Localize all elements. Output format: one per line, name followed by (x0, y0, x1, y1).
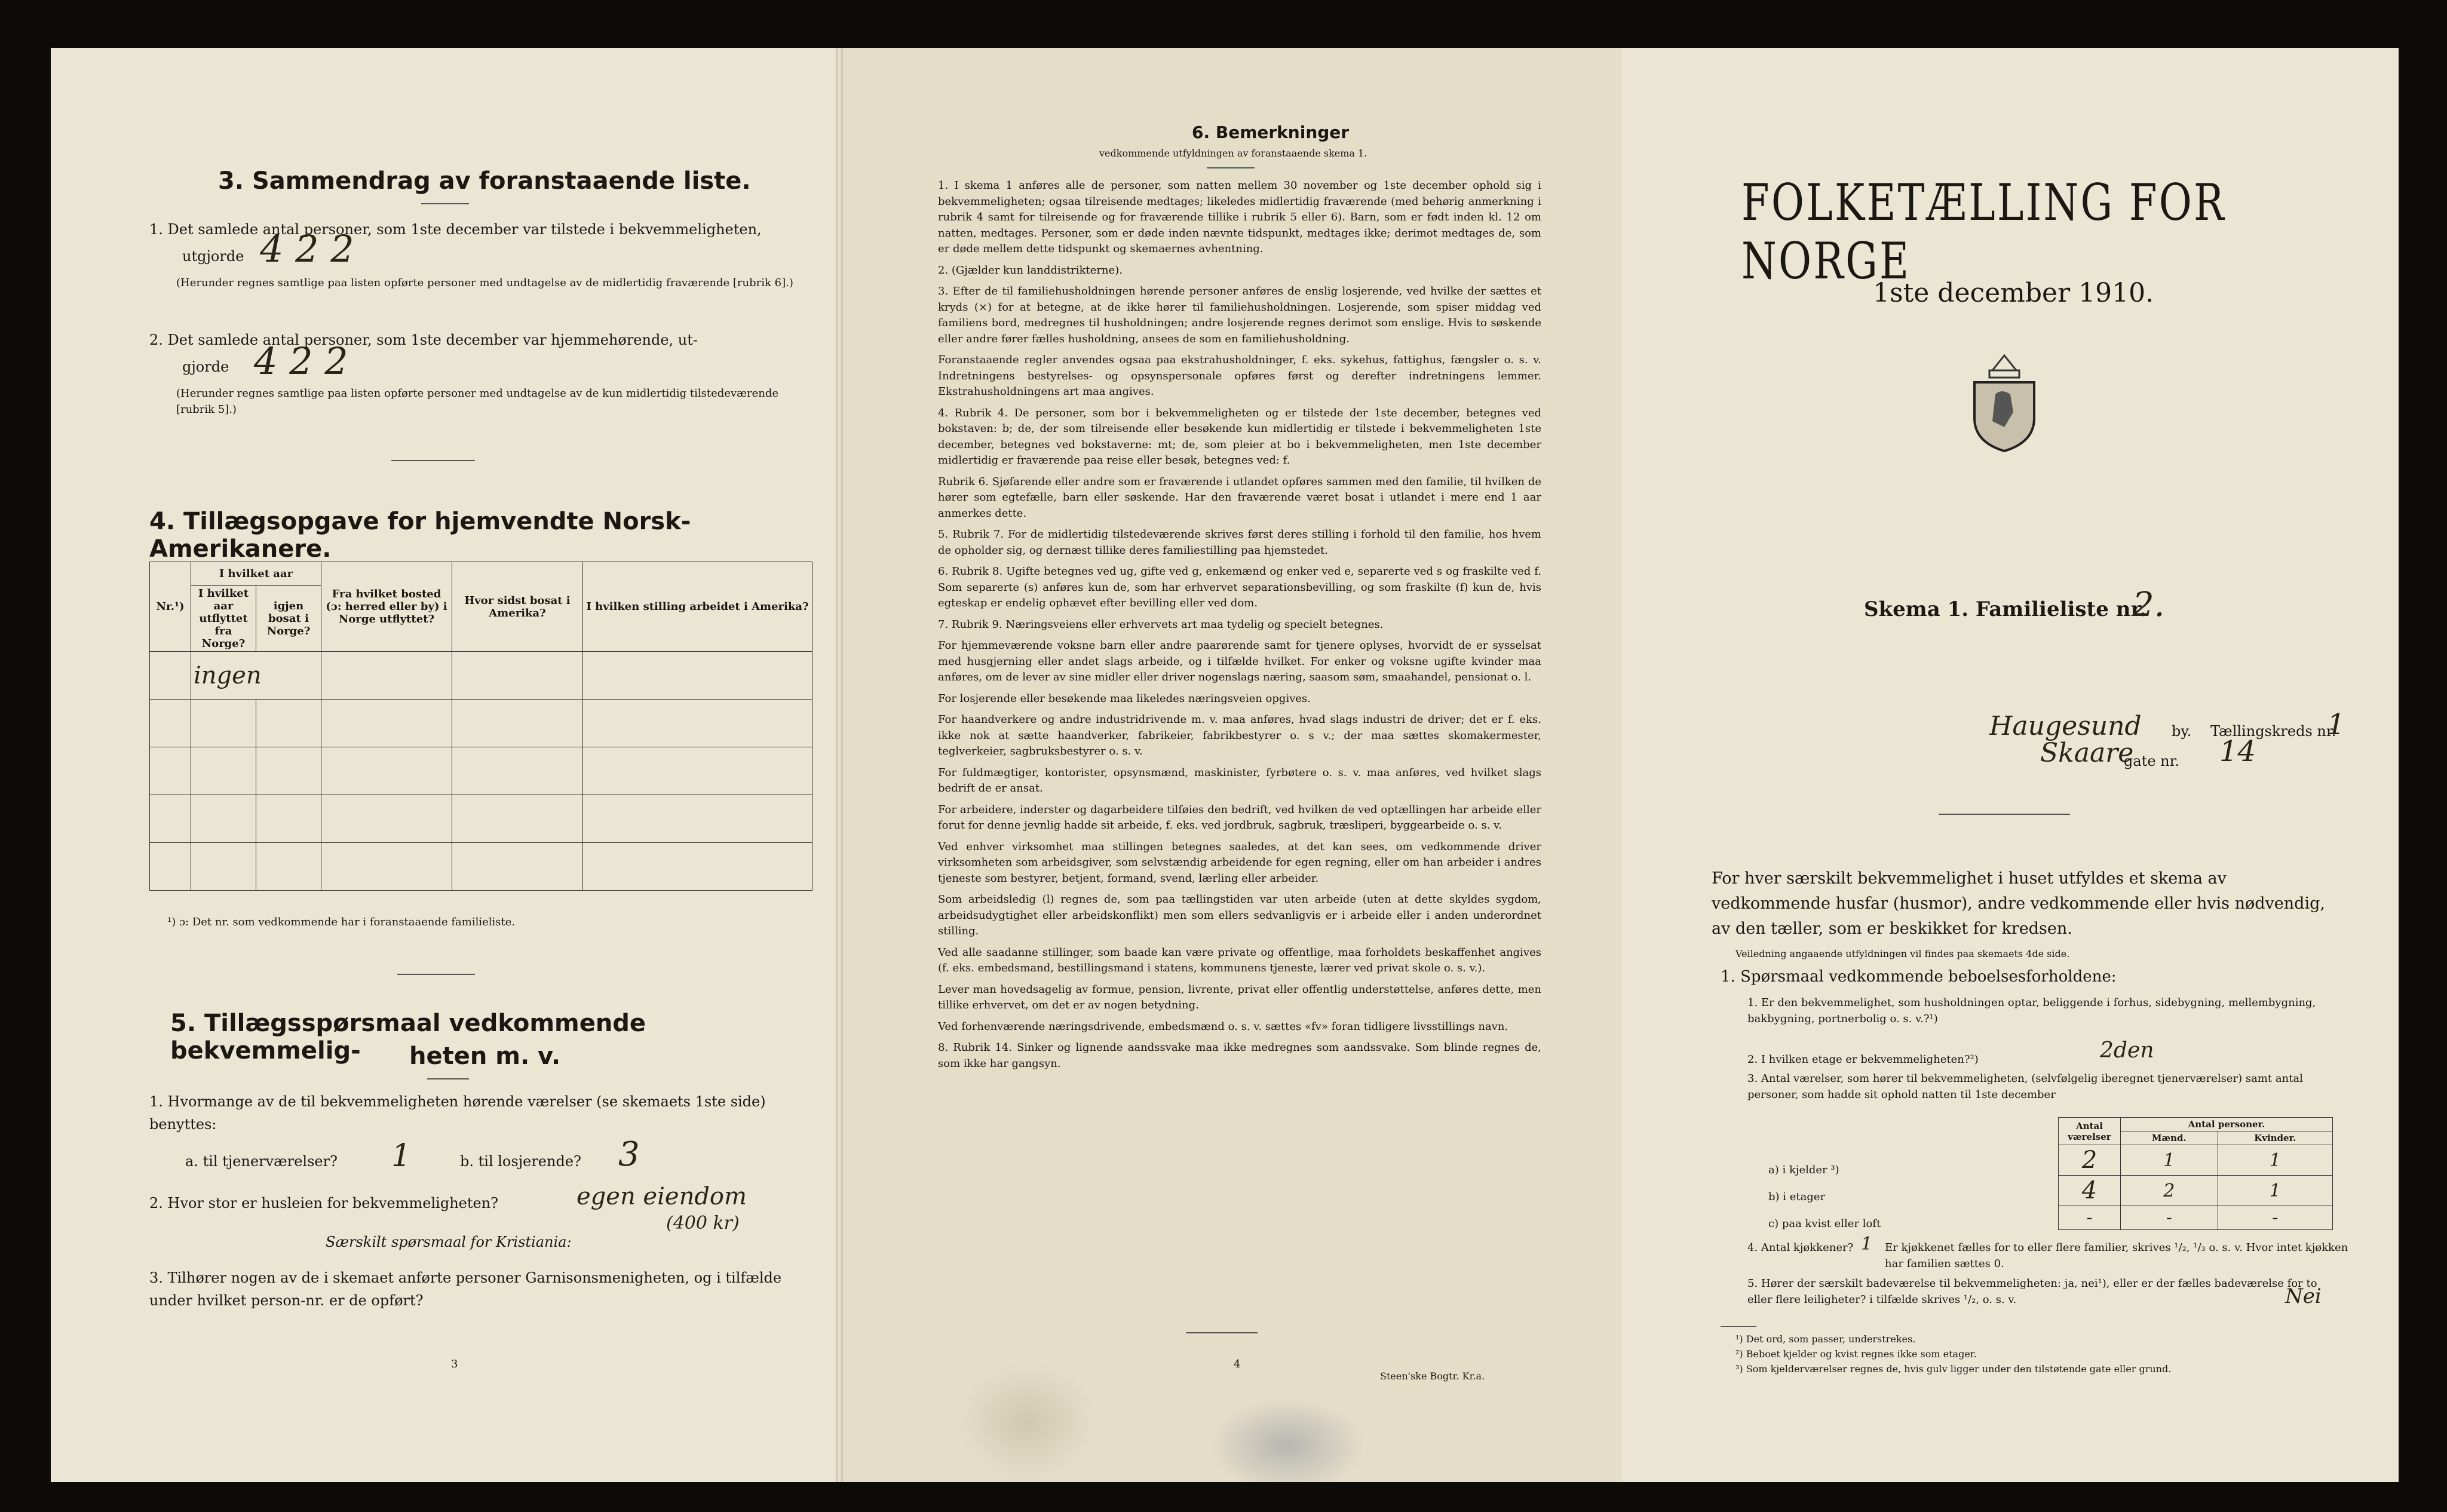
q1-2-value: 2den (2100, 1038, 2154, 1063)
section-4-title: 4. Tillægsopgave for hjemvendte Norsk-Amerikanere. (149, 508, 691, 563)
rooms-header: Antal værelser (2059, 1118, 2121, 1145)
remark-paragraph: Ved forhenværende næringsdrivende, embedsmænd o. s. v. sættes «fv» foran tidligere livsstillings navn. (938, 1020, 1508, 1033)
table-cell (150, 652, 191, 700)
remark-paragraph: 1. I skema 1 anføres alle de personer, som natten mellem 30 november og 1ste december ophold sig i bekvemmeligheten; ogsaa tilreisende medtages; likeledes midlertidig fraværende (med behørig anmerkning i rubrik 4 samt for tilreisende og for fraværende tillike i rubrik 5 eller 6). Barn, som er født inden kl. 12 om natten, medtages. Personer, som er døde inden nævnte tidspunkt, medtages ikke; derimot medtages de, som er døde mellem dette tidspunkt og skemaernes avhentning. (938, 179, 1541, 255)
remark-paragraph: Som arbeidsledig (l) regnes de, som paa tællingstiden var uten arbeide (uten at dette skyldes sygdom, arbeidsudygtighet eller arbeidskonflikt) men som ellers sedvanligvis er i arbeide eller i anden underordnet stilling. (938, 893, 1541, 937)
s5-q3: 3. Tilhører nogen av de i skemaet anførte personer Garnisonsmenigheten, og i tilfælde under hvilket person-nr. er de opført? (149, 1269, 782, 1309)
row-attic: c) paa kvist eller loft (1768, 1217, 1881, 1230)
page-left (51, 48, 839, 1482)
divider (391, 460, 475, 461)
q1-2: 2. I hvilken etage er bekvemmeligheten?²) (1747, 1053, 1979, 1066)
page-right (1622, 48, 2399, 1482)
men-attic: - (2121, 1206, 2218, 1230)
s5-q1a: a. til tjenerværelser? (185, 1153, 338, 1170)
col-job: I hvilken stilling arbeidet i Amerika? (583, 562, 812, 652)
intro-note: Veiledning angaaende utfyldningen vil findes paa skemaets 4de side. (1735, 948, 2070, 959)
street: Skaare (2040, 738, 2134, 768)
remark-paragraph: For fuldmægtiger, kontorister, opsynsmænd, maskinister, fyrbøtere o. s. v. maa anføres, ved hvilket slags bedrift de er ansat. (938, 766, 1541, 795)
footnote-2: ²) Beboet kjelder og kvist regnes ikke som etager. (1735, 1348, 1977, 1360)
town: Haugesund (1989, 711, 2142, 741)
women-header: Kvinder. (2218, 1131, 2332, 1145)
page-number-4: 4 (1234, 1358, 1241, 1370)
divider (1721, 1326, 1756, 1327)
section-3-title: 3. Sammendrag av foranstaaende liste. (218, 167, 751, 195)
paper-stain (959, 1362, 1096, 1482)
street-no: 14 (2219, 735, 2256, 768)
col-from: Fra hvilket bosted (ɔ: herred eller by) i Norge utflyttet? (321, 562, 452, 652)
footnote-3: ³) Som kjelderværelser regnes de, hvis gulv ligger under den tilstøtende gate eller grund. (1735, 1363, 2172, 1375)
page-number-3: 3 (451, 1358, 458, 1370)
schema-label: Skema 1. Familieliste nr. (1864, 597, 2147, 621)
remark-paragraph: 4. Rubrik 4. De personer, som bor i bekvemmeligheten og er tilstede der 1ste december, betegnes ved bokstaven: b; de, der som tilreisende eller besøkende kun midlertidig er tilstede i bekvemmeligheten 1ste december, betegnes ved bokstaverne: mt; de, som pleier at bo i bekvemmeligheten, men 1ste december midlertidig er fraværende paa reise eller besøk, betegnes ved: f. (938, 406, 1541, 467)
remark-paragraph: 8. Rubrik 14. Sinker og lignende aandssvake maa ikke medregnes som aandssvake. Som blinde regnes de, som ikke har gangsyn. (938, 1041, 1541, 1070)
entry-ingen: ingen (191, 652, 321, 700)
remarks-title: 6. Bemerkninger (1192, 122, 1350, 142)
remark-paragraph: 6. Rubrik 8. Ugifte betegnes ved ug, gifte ved g, enkemænd og enker ved e, separerte ved s og fraskilte ved f. Som separerte (s) anføres kun de, som har erhvervet separationsbevilling, og som fraskilte (f) kun de, hvis egteskap er endelig ophævet efter bevilling eller ved dom. (938, 565, 1541, 609)
remark-paragraph: 2. (Gjælder kun landdistrikterne). (938, 263, 1123, 277)
s5-q1a-value: 1 (391, 1138, 412, 1174)
s3-q2: 2. Det samlede antal personer, som 1ste december var hjemmehørende, ut- (149, 332, 698, 348)
s5-q1b: b. til losjerende? (460, 1153, 581, 1170)
remark-paragraph: Lever man hovedsagelig av formue, pension, livrente, privat eller offentlig understøttelse, anføres dette, men tillike erhvervet, om det er av nogen betydning. (938, 983, 1541, 1011)
s5-q1b-value: 3 (618, 1135, 640, 1174)
census-date: 1ste december 1910. (1873, 278, 2154, 308)
col-back: igjen bosat i Norge? (256, 586, 321, 652)
q1-title: 1. Spørsmaal vedkommende beboelsesforholdene: (1721, 968, 2117, 986)
persons-header: Antal personer. (2121, 1118, 2333, 1131)
s3-q2-note: (Herunder regnes samtlige paa listen opførte personer med undtagelse av de kun midlertidig tilstedeværende [rubrik 5].) (176, 387, 779, 416)
remark-paragraph: Rubrik 6. Sjøfarende eller andre som er fraværende i utlandet opføres sammen med den familie, til hvilken de hører som egtefælle, barn eller søskende. Har den fraværende været bosat i utlandet i mere end 1 aar anmerkes dette. (938, 475, 1541, 520)
q1-4-value: 1 (1861, 1234, 1873, 1255)
page-fold (839, 48, 843, 1482)
s3-q1-prefix: utgjorde (182, 248, 244, 265)
rooms-floors: 4 (2059, 1176, 2121, 1206)
men-cellar: 1 (2121, 1145, 2218, 1176)
remarks-list (938, 178, 1541, 1077)
remark-paragraph: For haandverkere og andre industridrivende m. v. maa anføres, hvad slags industri de driver; det er f. eks. ikke nok at sætte haandverker, fabrikeier, fabrikbestyrer o. s v.; der maa sættes skomakermester, teglverkeier, sagbruksbestyrer o. s. v. (938, 713, 1541, 757)
street-suffix: gate nr. (2124, 753, 2180, 769)
q1-5: 5. Hører der særskilt badeværelse til bekvemmeligheten: ja, nei¹), eller er der fælles badeværelse for to eller flere leiligheter? i tilfælde skrives ¹/₂, o. s. v. (1747, 1277, 2317, 1306)
intro-text: For hver særskilt bekvemmelighet i huset utfyldes et skema av vedkommende husfar (husmor), andre vedkommende eller hvis nødvendig, av den tæller, som er beskikket for kredsen. (1712, 869, 2325, 938)
rooms-cellar: 2 (2059, 1145, 2121, 1176)
section-5-title: 5. Tillægsspørsmaal vedkommende bekvemmelig- (170, 1010, 646, 1065)
section-5-title-2: heten m. v. (409, 1042, 561, 1070)
norsk-amerikanere-table (149, 562, 812, 891)
row-cellar: a) i kjelder ³) (1768, 1164, 1839, 1176)
footnote-1: ¹) Det ord, som passer, understrekes. (1735, 1333, 1916, 1345)
norway-coat-of-arms-icon (1960, 352, 2049, 454)
col-last: Hvor sidst bosat i Amerika? (452, 562, 583, 652)
divider (1186, 1332, 1258, 1333)
divider (1207, 167, 1255, 168)
remark-paragraph: Ved enhver virksomhet maa stillingen betegnes saaledes, at det kan sees, om vedkommende driver virksomheten som arbeidsgiver, som selvstændig arbeidende for egen regning, eller om han arbeider i andres tjeneste som bestyrer, betjent, formand, svend, lærling eller arbeider. (938, 840, 1541, 885)
census-title: FOLKETÆLLING FOR NORGE (1741, 173, 2226, 290)
q1-4-rest: Er kjøkkenet fælles for to eller flere familier, skrives ¹/₂, ¹/₃ o. s. v. Hvor intet kjøkken har familien sættes 0. (1885, 1241, 2348, 1270)
remark-paragraph: Foranstaaende regler anvendes ogsaa paa ekstrahusholdninger, f. eks. sykehus, fattighus, fængsler o. s. v. Indretningens bestyrelses- og opsynspersonale opføres først og derefter indretningens lemmer. Ekstrahusholdningens art maa angives. (938, 354, 1541, 398)
s5-q2-value: egen eiendom (577, 1183, 747, 1210)
divider (421, 203, 469, 204)
row-floors: b) i etager (1768, 1191, 1826, 1203)
col-out: I hvilket aar utflyttet fra Norge? (191, 586, 256, 652)
paper-stain (1210, 1398, 1365, 1482)
page-middle (839, 48, 1622, 1482)
men-header: Mænd. (2121, 1131, 2218, 1145)
women-cellar: 1 (2218, 1145, 2332, 1176)
remark-paragraph: For hjemmeværende voksne barn eller andre paarørende samt for tjenere oplyses, hvorvidt de er sysselsat med husgjerning eller andet slags arbeide, og i tilfælde hvilket. For enker og voksne ugifte kvinder maa anføres, om de lever av sine midler eller driver nogenslags næring, saasom søm, smaahandel, pensionat o. l. (938, 639, 1541, 683)
q1-4: 4. Antal kjøkkener? (1747, 1241, 1854, 1254)
women-floors: 1 (2218, 1176, 2332, 1206)
divider (397, 974, 475, 975)
col-group-year: I hvilket aar (191, 562, 321, 586)
q1-3: 3. Antal værelser, som hører til bekvemmeligheten, (selvfølgelig iberegnet tjenerværelser) samt antal personer, som hadde sit ophold natten til 1ste december (1747, 1072, 2303, 1101)
divider (427, 1078, 469, 1079)
s3-q2-value: 4 2 2 (254, 339, 348, 383)
s3-q1-value: 4 2 2 (260, 227, 354, 271)
s3-q2-prefix: gjorde (182, 358, 229, 375)
s4-footnote: ¹) ɔ: Det nr. som vedkommende har i foranstaaende familieliste. (167, 916, 516, 928)
s3-q1: 1. Det samlede antal personer, som 1ste december var tilstede i bekvemmeligheten, (149, 221, 762, 238)
district-label: Tællingskreds nr. (2210, 723, 2336, 740)
s5-special: Særskilt spørsmaal for Kristiania: (326, 1234, 572, 1250)
col-nr: Nr.¹) (150, 562, 191, 652)
s3-q1-note: (Herunder regnes samtlige paa listen opførte personer med undtagelse av de midlertidig fraværende [rubrik 6].) (176, 277, 793, 289)
remarks-subtitle: vedkommende utfyldningen av foranstaaende skema 1. (1099, 148, 1367, 159)
printer-mark: Steen'ske Bogtr. Kr.a. (1380, 1370, 1485, 1382)
s5-q2-value2: (400 kr) (666, 1213, 740, 1234)
divider (1939, 814, 2070, 815)
remark-paragraph: 3. Efter de til familiehusholdningen hørende personer anføres de enslig losjerende, ved hvilke der sættes et kryds (×) for at betegne, at de ikke hører til familiehusholdningen. Losjerende, som spiser middag ved familiens bord, medregnes til husholdningen; andre losjerende regnes derimot som enslige. Hvis to søskende eller andre fører fælles husholdning, ansees de som en familiehusholdning. (938, 285, 1541, 345)
remark-paragraph: For losjerende eller besøkende maa likeledes næringsveien opgives. (938, 692, 1311, 705)
rooms-table (2058, 1117, 2333, 1230)
district-value: 1 (2327, 708, 2345, 741)
q1-5-value: Nei (2285, 1284, 2322, 1308)
s5-q2: 2. Hvor stor er husleien for bekvemmeligheten? (149, 1195, 499, 1212)
s5-q1: 1. Hvormange av de til bekvemmeligheten hørende værelser (se skemaets 1ste side) benyttes: (149, 1093, 766, 1133)
women-attic: - (2218, 1206, 2332, 1230)
remark-paragraph: 7. Rubrik 9. Næringsveiens eller erhvervets art maa tydelig og specielt betegnes. (938, 618, 1384, 631)
men-floors: 2 (2121, 1176, 2218, 1206)
schema-value: 2. (2133, 585, 2165, 624)
remark-paragraph: Ved alle saadanne stillinger, som baade kan være private og offentlige, maa forholdets beskaffenhet angives (f. eks. embedsmand, bestillingsmand i statens, kommunens tjeneste, lærer ved privat skole o. s. v.). (938, 946, 1541, 974)
remark-paragraph: For arbeidere, inderster og dagarbeidere tilføies den bedrift, ved hvilken de ved optællingen har arbeide eller forut for denne jevnlig hadde sit arbeide, f. eks. ved jordbruk, sagbruk, træsliperi, byggearbeide o. s. v. (938, 803, 1541, 832)
remark-paragraph: 5. Rubrik 7. For de midlertidig tilstedeværende skrives først deres stilling i forhold til den familie, hos hvem de opholder sig, og dernæst tillike deres familiestilling paa hjemstedet. (938, 528, 1541, 557)
q1-1: 1. Er den bekvemmelighet, som husholdningen optar, beliggende i forhus, sidebygning, mellembygning, bakbygning, portnerbolig o. s. v.?¹) (1747, 996, 2316, 1025)
rooms-attic: - (2059, 1206, 2121, 1230)
town-suffix: by. (2172, 723, 2192, 740)
